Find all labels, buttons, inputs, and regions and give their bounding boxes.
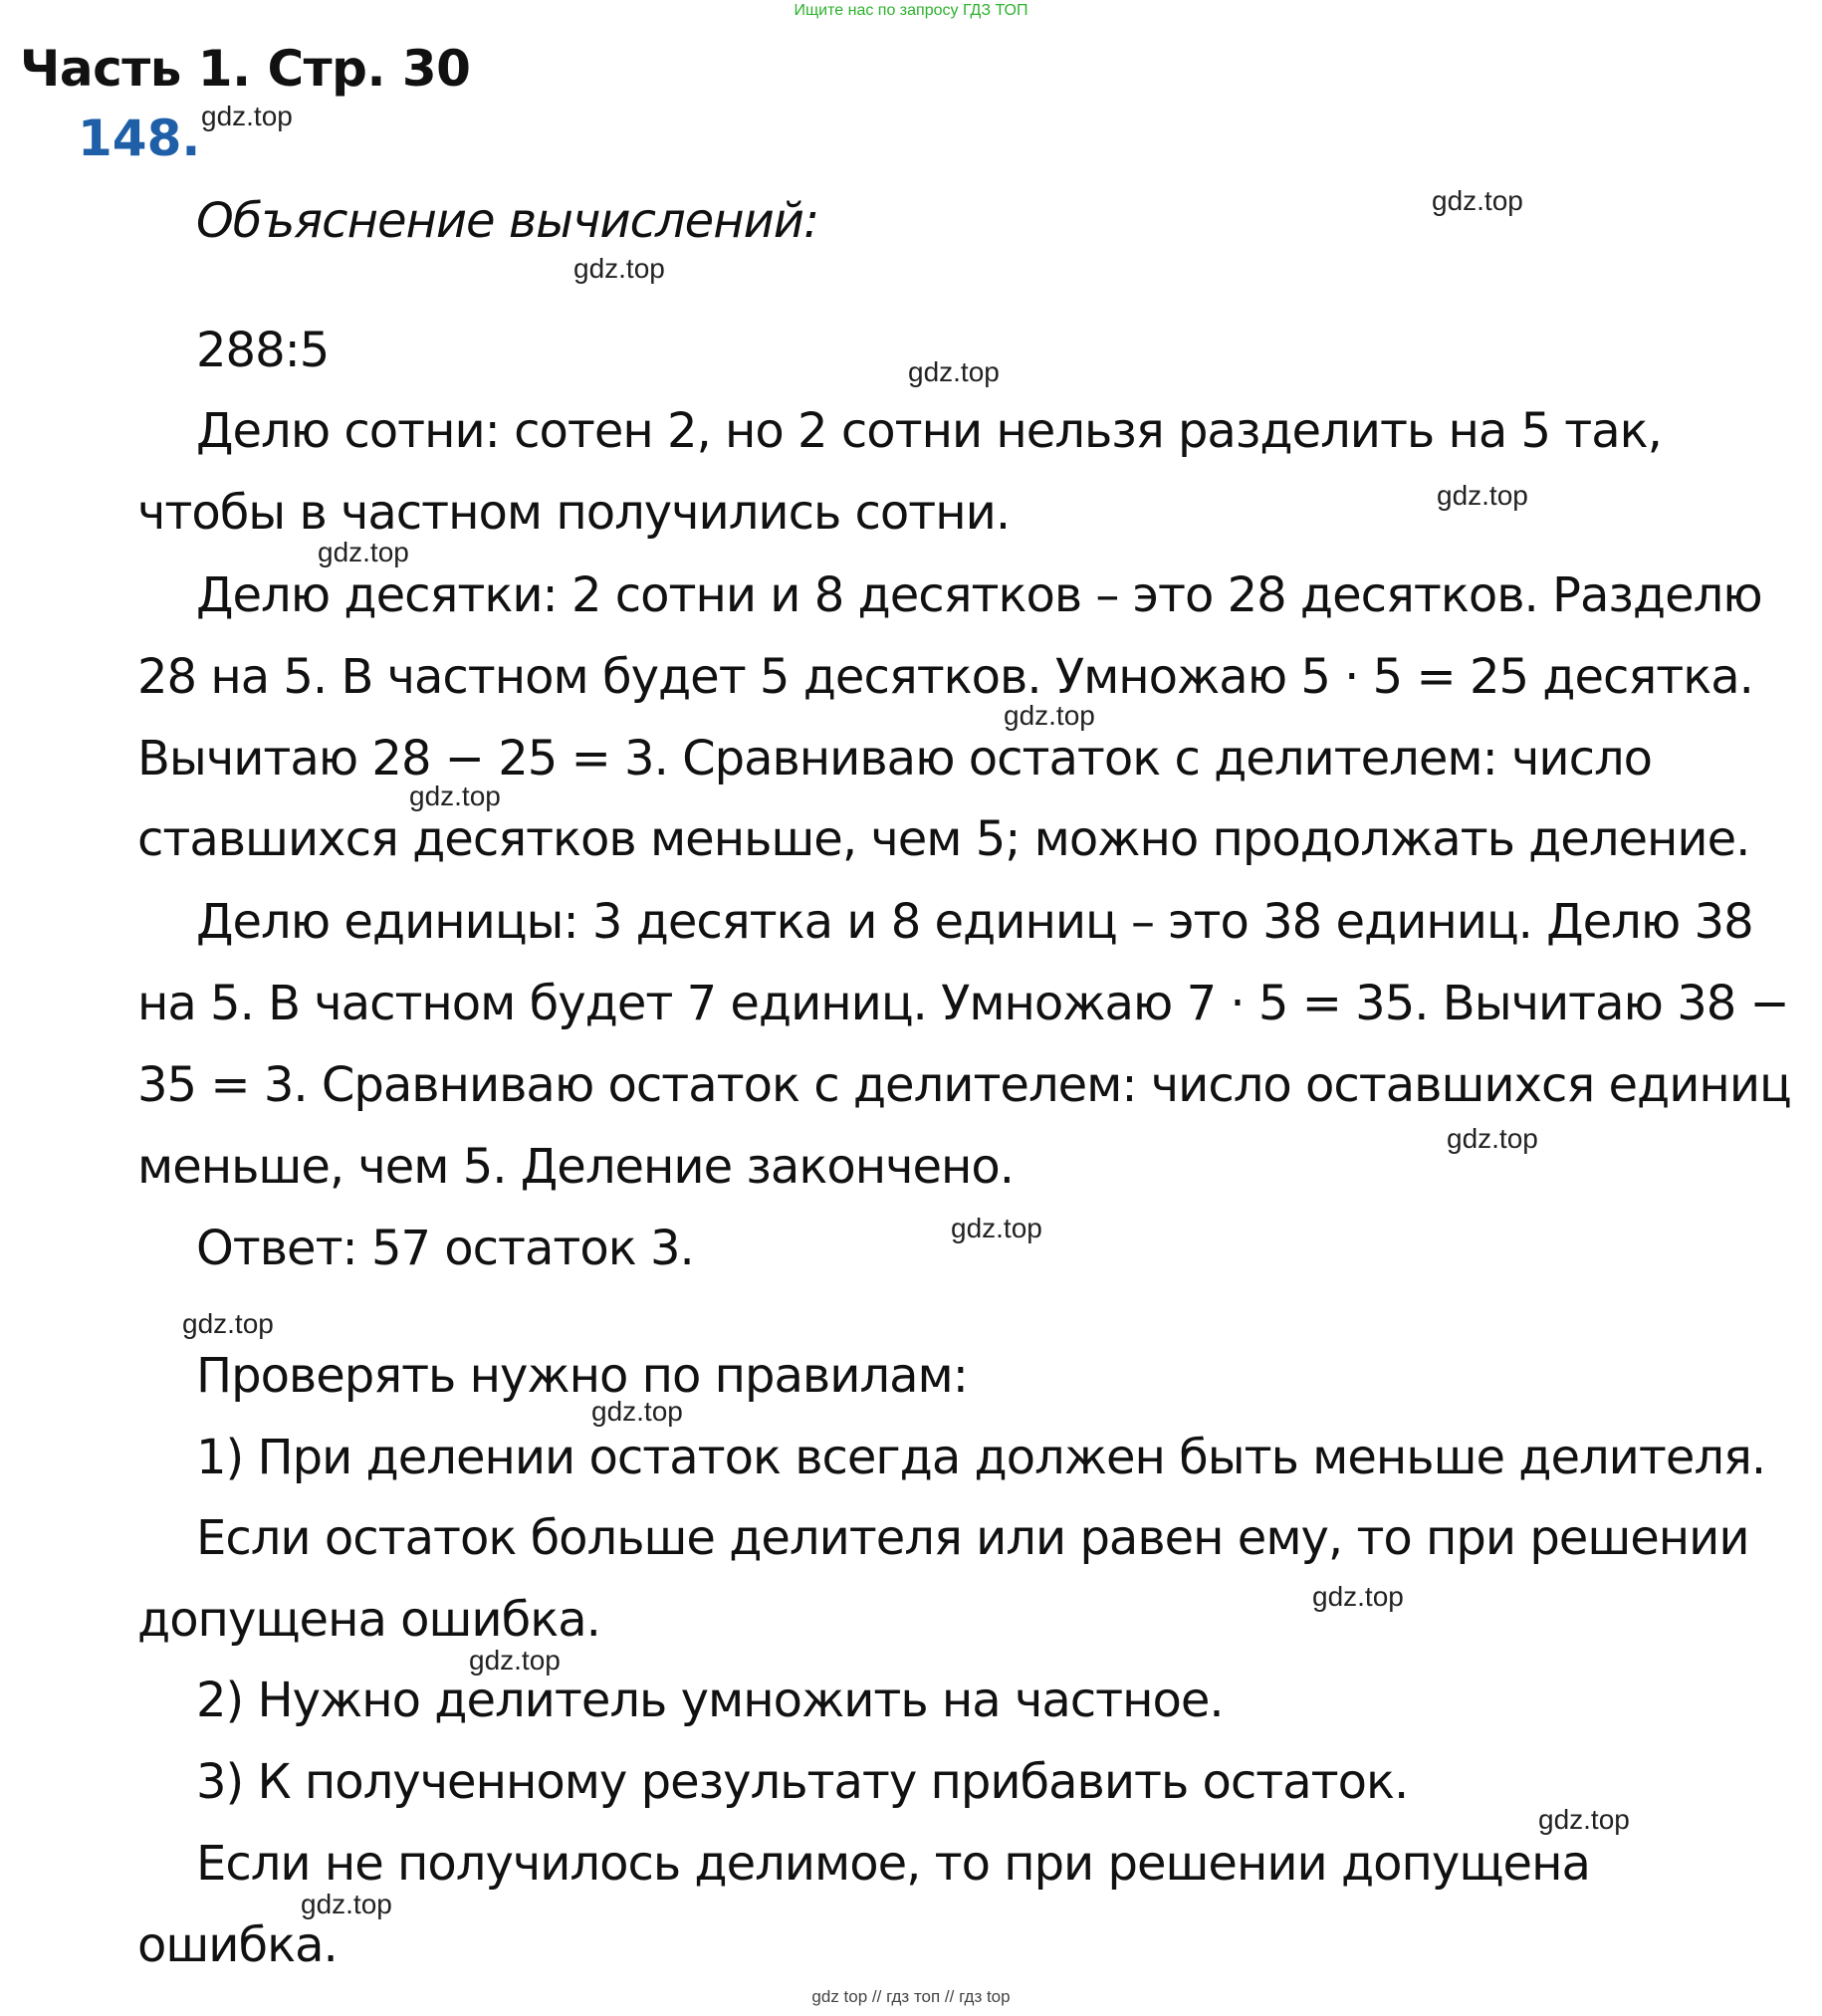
- text-line: 28 на 5. В частном будет 5 десятков. Умножаю 5 · 5 = 25 десятка.: [137, 649, 1753, 705]
- text-line: ошибка.: [137, 1917, 338, 1973]
- text-line: на 5. В частном будет 7 единиц. Умножаю 7 · 5 = 35. Вычитаю 38 −: [137, 976, 1789, 1031]
- text-line: меньше, чем 5. Деление закончено.: [137, 1139, 1014, 1195]
- text-line: Проверять нужно по правилам:: [196, 1348, 968, 1404]
- watermark: gdz.top: [591, 1396, 683, 1427]
- watermark: gdz.top: [182, 1308, 274, 1339]
- text-line: ставшихся десятков меньше, чем 5; можно продолжать деление.: [137, 811, 1750, 867]
- watermark: gdz.top: [1538, 1804, 1630, 1835]
- watermark: gdz.top: [469, 1645, 561, 1676]
- watermark: gdz.top: [1437, 480, 1528, 511]
- watermark: gdz.top: [908, 356, 1000, 387]
- watermark: gdz.top: [573, 253, 665, 284]
- watermark: gdz.top: [951, 1213, 1042, 1243]
- text-line: допущена ошибка.: [137, 1592, 600, 1648]
- text-line: 35 = 3. Сравниваю остаток с делителем: число оставшихся единиц: [137, 1057, 1791, 1113]
- watermark: gdz.top: [1447, 1123, 1538, 1154]
- watermark: gdz.top: [1432, 185, 1523, 216]
- text-line: 2) Нужно делитель умножить на частное.: [196, 1673, 1224, 1728]
- page-title: Часть 1. Стр. 30: [20, 40, 471, 98]
- text-line: Делю единицы: 3 десятка и 8 единиц – это 38 единиц. Делю 38: [196, 894, 1753, 950]
- answer-line: Ответ: 57 остаток 3.: [196, 1221, 694, 1276]
- text-line: чтобы в частном получились сотни.: [137, 485, 1011, 541]
- text-line: Если остаток больше делителя или равен ему, то при решении: [196, 1510, 1749, 1566]
- footer: gdz top // гдз топ // гдз top: [811, 1987, 1011, 2006]
- text-line: 1) При делении остаток всегда должен быть меньше делителя.: [196, 1430, 1766, 1485]
- watermark: gdz.top: [1004, 700, 1095, 731]
- expression: 288:5: [196, 323, 330, 378]
- task-number: 148.: [78, 110, 201, 167]
- watermark: gdz.top: [1312, 1581, 1404, 1612]
- explanation-heading: Объяснение вычислений:: [196, 193, 819, 249]
- watermark: gdz.top: [301, 1889, 392, 1919]
- top-banner: Ищите нас по запросу ГДЗ ТОП: [794, 2, 1028, 19]
- text-line: Если не получилось делимое, то при решении допущена: [196, 1836, 1590, 1892]
- watermark: gdz.top: [318, 537, 409, 567]
- watermark: gdz.top: [409, 781, 501, 811]
- text-line: Делю десятки: 2 сотни и 8 десятков – это 28 десятков. Разделю: [196, 567, 1762, 623]
- text-line: 3) К полученному результату прибавить остаток.: [196, 1754, 1409, 1810]
- watermark: gdz.top: [201, 101, 293, 131]
- text-line: Делю сотни: сотен 2, но 2 сотни нельзя разделить на 5 так,: [196, 403, 1662, 459]
- text-line: Вычитаю 28 − 25 = 3. Сравниваю остаток с делителем: число: [137, 731, 1653, 786]
